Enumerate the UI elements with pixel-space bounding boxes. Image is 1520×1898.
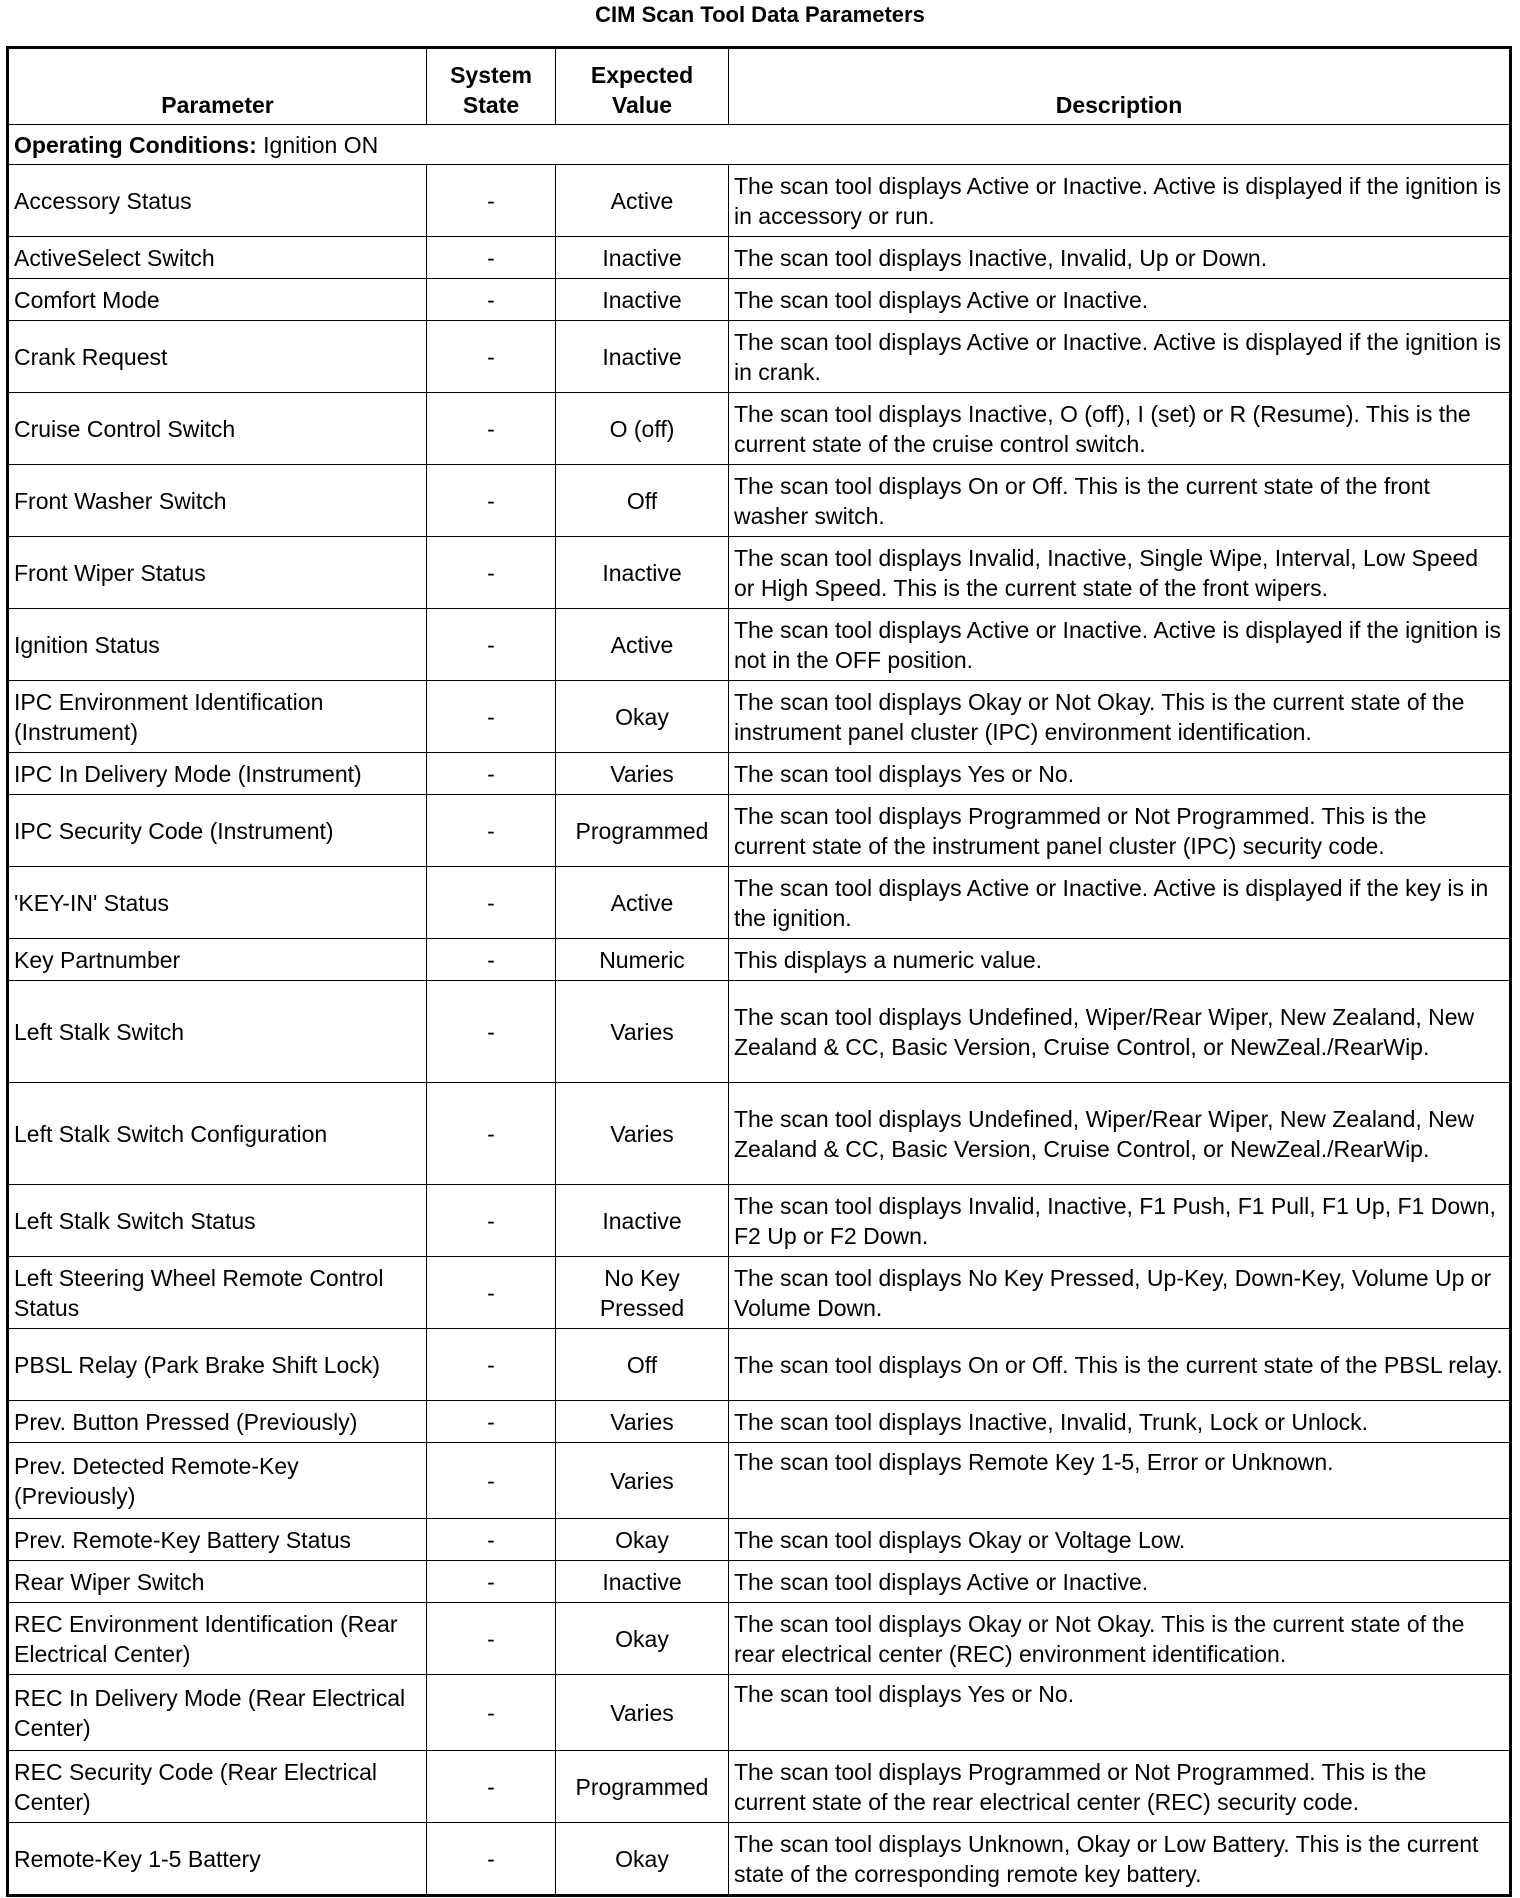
expected-value-cell: Varies bbox=[556, 753, 729, 795]
table-row bbox=[8, 681, 1511, 753]
expected-value-cell: Okay bbox=[556, 1823, 729, 1896]
table-row bbox=[8, 609, 1511, 681]
header-system-state: System State bbox=[427, 48, 556, 125]
parameter-cell: REC Environment Identification (Rear Electrical Center) bbox=[8, 1603, 427, 1675]
expected-value-cell: Varies bbox=[556, 1675, 729, 1751]
header-expected-value: Expected Value bbox=[556, 48, 729, 125]
parameter-cell: Key Partnumber bbox=[8, 939, 427, 981]
description-cell: The scan tool displays Unknown, Okay or Low Battery. This is the current state of the corresponding remote key battery. bbox=[729, 1823, 1511, 1896]
table-row bbox=[8, 753, 1511, 795]
parameter-cell: Rear Wiper Switch bbox=[8, 1561, 427, 1603]
parameter-cell: Accessory Status bbox=[8, 165, 427, 237]
parameter-cell: Remote-Key 1-5 Battery bbox=[8, 1823, 427, 1896]
expected-value-cell: Varies bbox=[556, 1443, 729, 1519]
parameter-cell: 'KEY-IN' Status bbox=[8, 867, 427, 939]
parameter-cell: PBSL Relay (Park Brake Shift Lock) bbox=[8, 1329, 427, 1401]
parameter-cell: IPC In Delivery Mode (Instrument) bbox=[8, 753, 427, 795]
description-cell: The scan tool displays Yes or No. bbox=[729, 753, 1511, 795]
description-cell: The scan tool displays Programmed or Not Programmed. This is the current state of the rear electrical center (REC) security code. bbox=[729, 1751, 1511, 1823]
parameter-cell: Left Stalk Switch Configuration bbox=[8, 1083, 427, 1185]
table-header-row bbox=[8, 48, 1511, 125]
parameter-cell: IPC Environment Identification (Instrument) bbox=[8, 681, 427, 753]
parameter-cell: REC Security Code (Rear Electrical Center) bbox=[8, 1751, 427, 1823]
system-state-cell: - bbox=[427, 867, 556, 939]
system-state-cell: - bbox=[427, 537, 556, 609]
expected-value-cell: Inactive bbox=[556, 321, 729, 393]
parameter-cell: Cruise Control Switch bbox=[8, 393, 427, 465]
description-cell: The scan tool displays Active or Inactive. Active is displayed if the ignition is in crank. bbox=[729, 321, 1511, 393]
parameter-cell: Prev. Detected Remote-Key (Previously) bbox=[8, 1443, 427, 1519]
table-row bbox=[8, 1823, 1511, 1896]
system-state-cell: - bbox=[427, 939, 556, 981]
expected-value-cell: Programmed bbox=[556, 795, 729, 867]
expected-value-cell: Varies bbox=[556, 1401, 729, 1443]
description-cell: This displays a numeric value. bbox=[729, 939, 1511, 981]
parameter-cell: REC In Delivery Mode (Rear Electrical Center) bbox=[8, 1675, 427, 1751]
operating-conditions-row bbox=[8, 125, 1511, 165]
expected-value-cell: Okay bbox=[556, 1519, 729, 1561]
table-row bbox=[8, 867, 1511, 939]
description-cell: The scan tool displays Active or Inactive. Active is displayed if the ignition is not in the OFF position. bbox=[729, 609, 1511, 681]
table-row bbox=[8, 1083, 1511, 1185]
description-cell: The scan tool displays Remote Key 1-5, Error or Unknown. bbox=[729, 1443, 1511, 1519]
expected-value-cell: Inactive bbox=[556, 279, 729, 321]
table-row bbox=[8, 537, 1511, 609]
header-parameter: Parameter bbox=[8, 48, 427, 125]
table-row bbox=[8, 165, 1511, 237]
description-cell: The scan tool displays Okay or Not Okay. This is the current state of the rear electrical center (REC) environment identification. bbox=[729, 1603, 1511, 1675]
system-state-cell: - bbox=[427, 1257, 556, 1329]
description-cell: The scan tool displays Active or Inactive. bbox=[729, 279, 1511, 321]
system-state-cell: - bbox=[427, 1401, 556, 1443]
expected-value-cell: Inactive bbox=[556, 1561, 729, 1603]
system-state-cell: - bbox=[427, 1443, 556, 1519]
scan-tool-data-table bbox=[6, 46, 1512, 1897]
table-row bbox=[8, 939, 1511, 981]
description-cell: The scan tool displays Okay or Not Okay. This is the current state of the instrument panel cluster (IPC) environment identification. bbox=[729, 681, 1511, 753]
expected-value-cell: No Key Pressed bbox=[556, 1257, 729, 1329]
expected-value-cell: Inactive bbox=[556, 1185, 729, 1257]
table-row bbox=[8, 1257, 1511, 1329]
operating-conditions-label: Operating Conditions: bbox=[14, 131, 257, 158]
description-cell: The scan tool displays Yes or No. bbox=[729, 1675, 1511, 1751]
parameter-cell: Front Wiper Status bbox=[8, 537, 427, 609]
system-state-cell: - bbox=[427, 1329, 556, 1401]
parameter-cell: Crank Request bbox=[8, 321, 427, 393]
system-state-cell: - bbox=[427, 795, 556, 867]
description-cell: The scan tool displays On or Off. This is the current state of the PBSL relay. bbox=[729, 1329, 1511, 1401]
description-cell: The scan tool displays Active or Inactive. Active is displayed if the key is in the ignition. bbox=[729, 867, 1511, 939]
description-cell: The scan tool displays Inactive, Invalid, Trunk, Lock or Unlock. bbox=[729, 1401, 1511, 1443]
system-state-cell: - bbox=[427, 609, 556, 681]
system-state-cell: - bbox=[427, 165, 556, 237]
operating-conditions bbox=[8, 125, 1511, 165]
page-title: CIM Scan Tool Data Parameters bbox=[595, 2, 925, 27]
parameter-cell: Front Washer Switch bbox=[8, 465, 427, 537]
parameter-cell: Prev. Button Pressed (Previously) bbox=[8, 1401, 427, 1443]
table-row bbox=[8, 1519, 1511, 1561]
description-cell: The scan tool displays No Key Pressed, Up-Key, Down-Key, Volume Up or Volume Down. bbox=[729, 1257, 1511, 1329]
description-cell: The scan tool displays Invalid, Inactive, F1 Push, F1 Pull, F1 Up, F1 Down, F2 Up or F2 Down. bbox=[729, 1185, 1511, 1257]
expected-value-cell: Off bbox=[556, 1329, 729, 1401]
system-state-cell: - bbox=[427, 1675, 556, 1751]
table-row bbox=[8, 1561, 1511, 1603]
header-description: Description bbox=[729, 48, 1511, 125]
description-cell: The scan tool displays Active or Inactive. Active is displayed if the ignition is in accessory or run. bbox=[729, 165, 1511, 237]
expected-value-cell: Active bbox=[556, 609, 729, 681]
expected-value-cell: Inactive bbox=[556, 237, 729, 279]
table-row bbox=[8, 795, 1511, 867]
expected-value-cell: Off bbox=[556, 465, 729, 537]
table-row bbox=[8, 465, 1511, 537]
expected-value-cell: Okay bbox=[556, 681, 729, 753]
description-cell: The scan tool displays Active or Inactive. bbox=[729, 1561, 1511, 1603]
system-state-cell: - bbox=[427, 1561, 556, 1603]
table-row bbox=[8, 237, 1511, 279]
table-row bbox=[8, 1185, 1511, 1257]
expected-value-cell: O (off) bbox=[556, 393, 729, 465]
table-row bbox=[8, 321, 1511, 393]
parameter-cell: Prev. Remote-Key Battery Status bbox=[8, 1519, 427, 1561]
expected-value-cell: Programmed bbox=[556, 1751, 729, 1823]
parameter-cell: Ignition Status bbox=[8, 609, 427, 681]
parameter-cell: Left Stalk Switch bbox=[8, 981, 427, 1083]
system-state-cell: - bbox=[427, 681, 556, 753]
expected-value-cell: Okay bbox=[556, 1603, 729, 1675]
description-cell: The scan tool displays Undefined, Wiper/Rear Wiper, New Zealand, New Zealand & CC, Basic Version, Cruise Control, or NewZeal./RearWip. bbox=[729, 1083, 1511, 1185]
system-state-cell: - bbox=[427, 279, 556, 321]
parameter-cell: Left Steering Wheel Remote Control Status bbox=[8, 1257, 427, 1329]
system-state-cell: - bbox=[427, 1823, 556, 1896]
table-row bbox=[8, 1751, 1511, 1823]
expected-value-cell: Inactive bbox=[556, 537, 729, 609]
system-state-cell: - bbox=[427, 1751, 556, 1823]
system-state-cell: - bbox=[427, 465, 556, 537]
table-row bbox=[8, 981, 1511, 1083]
system-state-cell: - bbox=[427, 753, 556, 795]
system-state-cell: - bbox=[427, 237, 556, 279]
table-row bbox=[8, 393, 1511, 465]
expected-value-cell: Active bbox=[556, 165, 729, 237]
expected-value-cell: Active bbox=[556, 867, 729, 939]
parameter-cell: Comfort Mode bbox=[8, 279, 427, 321]
table-row bbox=[8, 1443, 1511, 1519]
description-cell: The scan tool displays Undefined, Wiper/Rear Wiper, New Zealand, New Zealand & CC, Basic Version, Cruise Control, or NewZeal./RearWip. bbox=[729, 981, 1511, 1083]
system-state-cell: - bbox=[427, 1603, 556, 1675]
system-state-cell: - bbox=[427, 1083, 556, 1185]
description-cell: The scan tool displays Programmed or Not Programmed. This is the current state of the instrument panel cluster (IPC) security code. bbox=[729, 795, 1511, 867]
description-cell: The scan tool displays Inactive, O (off), I (set) or R (Resume). This is the current state of the cruise control switch. bbox=[729, 393, 1511, 465]
parameter-cell: ActiveSelect Switch bbox=[8, 237, 427, 279]
table-row bbox=[8, 1329, 1511, 1401]
expected-value-cell: Varies bbox=[556, 1083, 729, 1185]
system-state-cell: - bbox=[427, 1519, 556, 1561]
expected-value-cell: Varies bbox=[556, 981, 729, 1083]
system-state-cell: - bbox=[427, 1185, 556, 1257]
table-row bbox=[8, 1603, 1511, 1675]
description-cell: The scan tool displays Inactive, Invalid, Up or Down. bbox=[729, 237, 1511, 279]
system-state-cell: - bbox=[427, 981, 556, 1083]
parameter-cell: Left Stalk Switch Status bbox=[8, 1185, 427, 1257]
parameter-cell: IPC Security Code (Instrument) bbox=[8, 795, 427, 867]
table-row bbox=[8, 1675, 1511, 1751]
system-state-cell: - bbox=[427, 393, 556, 465]
operating-conditions-value: Ignition ON bbox=[263, 131, 379, 158]
system-state-cell: - bbox=[427, 321, 556, 393]
table-row bbox=[8, 1401, 1511, 1443]
description-cell: The scan tool displays Invalid, Inactive, Single Wipe, Interval, Low Speed or High Speed. This is the current state of the front wipers. bbox=[729, 537, 1511, 609]
table-row bbox=[8, 279, 1511, 321]
expected-value-cell: Numeric bbox=[556, 939, 729, 981]
description-cell: The scan tool displays On or Off. This is the current state of the front washer switch. bbox=[729, 465, 1511, 537]
description-cell: The scan tool displays Okay or Voltage Low. bbox=[729, 1519, 1511, 1561]
